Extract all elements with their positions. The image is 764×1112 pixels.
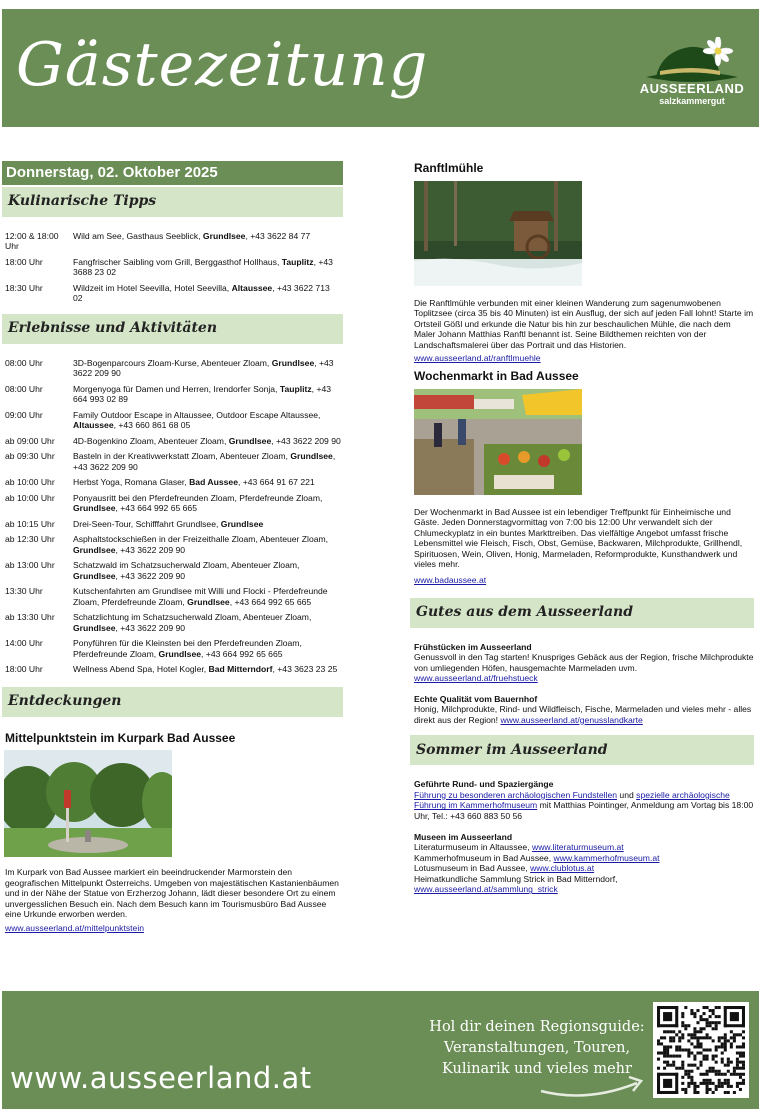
fuehrung-text (414, 790, 754, 822)
event-text (73, 664, 341, 674)
event-place: Tauplitz (281, 256, 314, 267)
event-description: 4D-Bogenkino Zloam, Abenteuer Zloam, (73, 435, 229, 446)
event-description: Morgenyoga für Damen und Herren, Irendorfer Sonja, (73, 383, 280, 394)
event-row (5, 451, 341, 472)
qr-code[interactable] (653, 1002, 749, 1098)
hat-edelweiss-icon (638, 37, 746, 87)
promo-line-1: Hol dir deinen Regionsguide: (429, 1019, 645, 1035)
event-description: Wildzeit im Hotel Seevilla, Hotel Seevilla, (73, 282, 232, 293)
kurpark-photo (4, 750, 172, 857)
event-description: Drei-Seen-Tour, Schifffahrt Grundlsee, (73, 518, 221, 529)
event-row (5, 638, 341, 659)
left-column (2, 161, 343, 934)
markt-text: Der Wochenmarkt in Bad Aussee ist ein lebendiger Treffpunkt für Einheimische und Gäste. Jeden Donnerstagvormittag von 7:00 bis 12:00 Uhr verwandelt sich der Chlumeckyplatz in ein buntes Markttreiben. Das vielfältige Angebot umfasst frische Lebensmittel wie Fleisch, Fisch, Obst, Gemüse, Backwaren, Milchprodukte, Grillhendl, Spirituosen, Wein, Oliven, Honig, Marmeladen, Reformprodukte, Kunsthandwerk und vieles mehr. (414, 506, 743, 570)
event-contact: , +43 3622 84 77 (245, 231, 311, 241)
markt-link[interactable]: www.badaussee.at (414, 575, 487, 585)
fruehstueck-block (414, 642, 754, 684)
event-text (73, 519, 341, 529)
fundstellen-link[interactable]: Führung zu besonderen archäologischen Fundstellen (414, 789, 618, 800)
event-time: 12:00 & 18:00 Uhr (5, 231, 59, 252)
event-place: Grundlsee (271, 357, 315, 368)
museum-name: Heimatkundliche Sammlung Strick in Bad Mitterndorf, (414, 873, 618, 884)
event-time: ab 13:30 Uhr (5, 612, 55, 623)
section-erlebnisse: Erlebnisse und Aktivitäten (2, 314, 343, 344)
event-place: Grundlsee (187, 596, 230, 607)
fuehrung-und: und (617, 789, 637, 800)
ranftl-headline: Ranftlmühle (414, 161, 484, 175)
fruehstueck-text: Genussvoll in den Tag starten! Knuspriges Gebäck aus der Region, frische Milchprodukte von umliegenden Höfen, hausgemachte Marmeladen uvm. (414, 652, 754, 673)
museen-block (414, 832, 754, 895)
wochenmarkt-photo (414, 389, 582, 495)
ranftl-text: Die Ranftlmühle verbunden mit einer kleinen Wanderung zum sagenumwobenen Toplitzsee (circa 35 bis 40 Minuten) ist ein Ausflug, der sich auf jeden Fall lohnt! Starte im Ortsteil Gößl und erkunde die Natur bis hin zur beschaulichen Mühle, die nach dem Maler Johann Matthias Ranftl benannt ist. Seine Bildthemen reichten von der Landschaftsmalerei über das Portrait und das Historien. (414, 297, 754, 350)
event-contact: , +43 664 992 65 665 (201, 648, 283, 659)
event-text (73, 477, 341, 487)
event-row (5, 519, 341, 529)
museum-link[interactable]: www.ausseerland.at/sammlung_strick (414, 884, 558, 895)
event-row (5, 384, 341, 405)
section-sommer: Sommer im Ausseerland (410, 735, 754, 765)
event-description: Ponyausritt bei den Pferdefreunden Zloam, Pferdefreunde Zloam, (73, 492, 323, 503)
fuehrung-title: Geführte Rund- und Spaziergänge (414, 779, 554, 790)
event-description: Herbst Yoga, Romana Glaser, (73, 477, 190, 488)
event-time: 08:00 Uhr (5, 357, 43, 368)
bauernhof-text-body: Honig, Milchprodukte, Rind- und Wildfleisch, Fische, Marmeladen und vieles mehr - alles direkt aus der Region! (414, 704, 752, 725)
event-contact: , +43 3622 713 02 (73, 282, 330, 304)
event-text (73, 283, 341, 304)
bauernhof-title: Echte Qualität vom Bauernhof (414, 693, 538, 704)
event-place: Grundlsee (228, 435, 272, 446)
event-contact: , +43 660 861 68 05 (113, 420, 191, 431)
event-text (73, 257, 341, 278)
event-time: 18:00 Uhr (5, 256, 43, 267)
right-column (414, 161, 754, 895)
event-place: Grundlsee (290, 451, 333, 462)
event-text (73, 638, 341, 659)
event-text (73, 358, 341, 379)
event-time: 18:00 Uhr (5, 664, 43, 675)
promo-line-2: Veranstaltungen, Touren, (443, 1040, 631, 1057)
footer-url[interactable]: www.ausseerland.at (10, 1061, 312, 1095)
erlebnisse-list (5, 358, 341, 675)
event-place: Grundlsee (73, 544, 116, 555)
event-time: 18:30 Uhr (5, 282, 43, 293)
event-text (73, 560, 341, 581)
event-place: Bad Mitterndorf (208, 664, 273, 675)
mittelpunktstein-link[interactable]: www.ausseerland.at/mittelpunktstein (5, 922, 145, 933)
event-time: ab 09:30 Uhr (5, 451, 55, 462)
event-contact: , +43 664 992 65 665 (115, 503, 197, 514)
event-contact: , +43 3688 23 02 (73, 256, 333, 278)
fruehstueck-title: Frühstücken im Ausseerland (414, 641, 532, 652)
ranftl-link[interactable]: www.ausseerland.at/ranftlmuehle (414, 353, 541, 364)
event-contact: , +43 3622 209 90 (115, 622, 186, 633)
event-text (73, 384, 341, 405)
event-time: ab 10:15 Uhr (5, 518, 55, 529)
event-contact: , +43 3622 209 90 (73, 451, 336, 472)
header-banner (2, 9, 759, 127)
event-place: Grundlsee (158, 648, 202, 659)
event-time: ab 10:00 Uhr (5, 492, 55, 503)
museum-link[interactable]: www.literaturmuseum.at (531, 842, 624, 852)
footer-banner (2, 991, 759, 1109)
event-description: Schatzlichtung im Schatzsucherwald Zloam, Abenteuer Zloam, (73, 612, 312, 623)
event-text (73, 231, 341, 252)
qr-code-icon (657, 1006, 745, 1094)
event-description: Family Outdoor Escape in Altaussee, Outdoor Escape Altaussee, (73, 409, 321, 420)
bauernhof-block (414, 694, 754, 726)
entdeckungen-text: Im Kurpark von Bad Aussee markiert ein beeindruckender Marmorstein den geografischen Mittelpunkt Österreichs. Umgeben von majestätischen Kastanienbäumen und in der Nähe der Statue von Erzherzog Johann, lädt dieser besondere Ort zu einem unvergesslichen Besuch ein. Nach dem Besuch kann im Tourismusbüro Bad Aussee eine Urkunde erworben werden. (5, 867, 339, 920)
section-entdeckungen: Entdeckungen (2, 687, 343, 717)
museum-item (414, 853, 754, 864)
event-time: ab 09:00 Uhr (5, 435, 55, 446)
museum-item (414, 842, 754, 853)
event-description: Schatzwald im Schatzsucherwald Zloam, Abenteuer Zloam, (73, 560, 300, 571)
event-time: ab 12:30 Uhr (5, 534, 55, 545)
event-row (5, 436, 341, 446)
event-row (5, 283, 341, 304)
event-contact: , +43 3622 209 90 (271, 435, 341, 446)
ausseerland-logo[interactable] (638, 37, 746, 111)
event-contact: , +43 3622 209 90 (115, 544, 186, 555)
museum-link[interactable]: www.kammerhofmuseum.at (553, 852, 660, 863)
arrow-icon (537, 1069, 649, 1099)
event-contact: , +43 664 992 65 665 (229, 596, 312, 607)
fruehstueck-link[interactable]: www.ausseerland.at/fruehstueck (414, 673, 538, 684)
fuehrung-details: mit Matthias Pointinger, Anmeldung am Vortag bis 18:00 Uhr, Tel.: +43 660 883 50 56 (414, 800, 754, 821)
markt-headline: Wochenmarkt in Bad Aussee (414, 369, 579, 383)
event-place: Grundlsee (73, 622, 116, 633)
museen-list (414, 842, 754, 895)
event-row (5, 257, 341, 278)
event-description: Asphaltstockschießen in der Freizeithalle Zloam, Abenteuer Zloam, (73, 534, 329, 545)
event-text (73, 451, 341, 472)
section-gutes: Gutes aus dem Ausseerland (410, 598, 754, 628)
ranftlmuehle-photo (414, 181, 582, 286)
genusslandkarte-link[interactable]: www.ausseerland.at/genusslandkarte (500, 714, 643, 725)
event-row (5, 493, 341, 514)
logo-brand: AUSSEERLAND (639, 81, 745, 96)
event-row (5, 664, 341, 674)
museen-title: Museen im Ausseerland (414, 831, 513, 842)
event-row (5, 612, 341, 633)
fuehrung-block (414, 779, 754, 821)
event-contact: , +43 664 993 02 89 (73, 383, 332, 405)
event-place: Tauplitz (279, 383, 312, 394)
event-contact: , +43 3623 23 25 (272, 664, 338, 675)
event-contact: , +43 664 91 67 221 (237, 477, 315, 488)
museum-name: Literaturmuseum in Altaussee, (414, 842, 532, 852)
museum-item (414, 874, 754, 895)
event-description: Fangfrischer Saibling vom Grill, Berggasthof Hollhaus, (73, 256, 282, 267)
event-row (5, 231, 341, 252)
event-text (73, 436, 341, 446)
event-place: Altaussee (73, 420, 114, 431)
event-description: Basteln in der Kreativwerkstatt Zloam, Abenteuer Zloam, (73, 451, 291, 462)
bauernhof-text (414, 704, 754, 725)
event-description: Wellness Abend Spa, Hotel Kogler, (73, 664, 209, 675)
event-contact: , +43 3622 209 90 (73, 357, 334, 379)
event-time: 08:00 Uhr (5, 383, 43, 394)
event-text (73, 612, 341, 633)
event-description: Wild am See, Gasthaus Seeblick, (73, 231, 203, 241)
event-row (5, 410, 341, 431)
museum-name: Lotusmuseum in Bad Aussee, (414, 863, 531, 874)
promo-line-3: Kulinarik und vieles mehr (442, 1061, 632, 1078)
event-time: 14:00 Uhr (5, 638, 43, 649)
entdeckungen-headline: Mittelpunktstein im Kurpark Bad Aussee (5, 730, 236, 745)
event-place: Grundlsee (73, 570, 116, 581)
museum-link[interactable]: www.clublotus.at (530, 863, 595, 874)
event-row (5, 358, 341, 379)
event-row (5, 560, 341, 581)
event-row (5, 534, 341, 555)
event-description: 3D-Bogenparcours Zloam-Kurse, Abenteuer Zloam, (73, 357, 272, 368)
event-description: Ponyführen für die Kleinsten bei den Pferdefreunden Zloam, Pferdefreunde Zloam, (73, 638, 302, 659)
event-row (5, 477, 341, 487)
event-time: ab 13:00 Uhr (5, 560, 55, 571)
event-text (73, 410, 341, 431)
event-text (73, 493, 341, 514)
kulinarik-list (5, 231, 341, 304)
kammerhof-fuehrung-link[interactable]: spezielle archäologische Führung im Kammerhofmuseum (414, 789, 730, 811)
date-heading: Donnerstag, 02. Oktober 2025 (2, 161, 343, 185)
event-time: 09:00 Uhr (5, 409, 43, 420)
event-time: 13:30 Uhr (5, 586, 43, 597)
event-place: Grundlsee (220, 518, 264, 529)
page-title: Gästezeitung (16, 30, 429, 100)
event-place: Grundlsee (202, 231, 246, 241)
museum-name: Kammerhofmuseum in Bad Aussee, (414, 852, 554, 863)
event-place: Altaussee (231, 282, 273, 293)
event-place: Grundlsee (73, 503, 116, 514)
logo-sub: salzkammergut (659, 96, 725, 106)
event-time: ab 10:00 Uhr (5, 477, 55, 488)
museum-item (414, 863, 754, 874)
event-description: Kutschenfahrten am Grundlsee mit Willi und Flocki - Pferdefreunde Zloam, Pferdefreunde Zloam, (73, 586, 328, 607)
event-text (73, 534, 341, 555)
section-kulinarik: Kulinarische Tipps (2, 187, 343, 217)
event-contact: , +43 3622 209 90 (115, 570, 186, 581)
event-row (5, 586, 341, 607)
event-text (73, 586, 341, 607)
event-place: Bad Aussee (189, 477, 238, 488)
